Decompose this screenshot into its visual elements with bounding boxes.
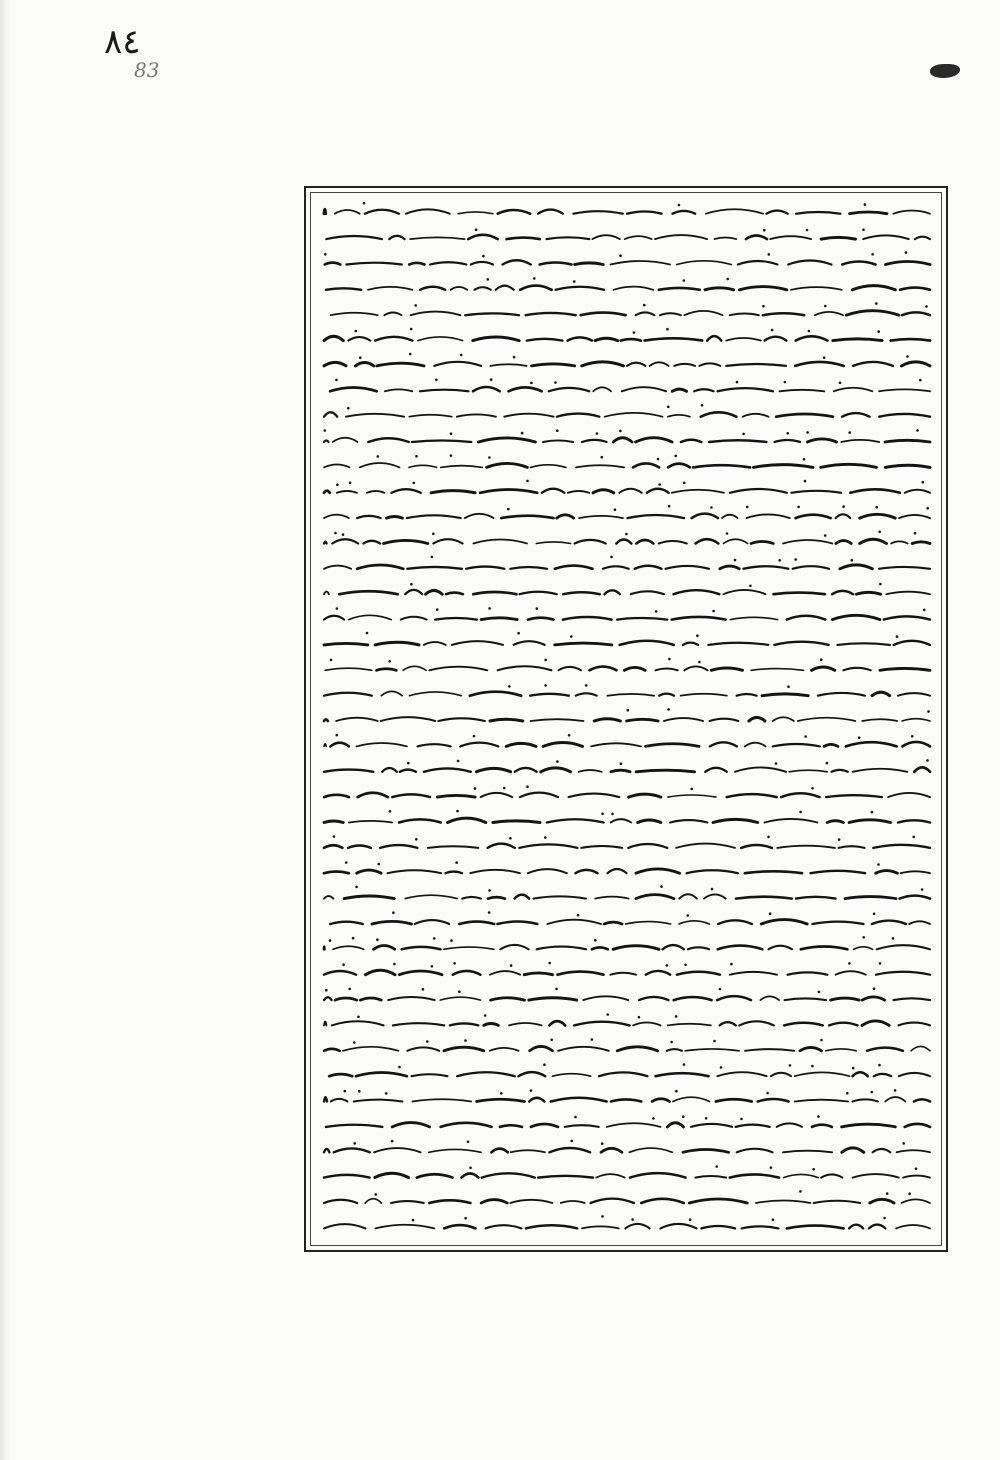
handwritten-line (324, 1038, 930, 1051)
handwritten-line (324, 1140, 930, 1153)
handwritten-line (324, 202, 930, 214)
handwritten-line (330, 911, 930, 924)
folio-number: ٨٤ (104, 22, 141, 62)
handwritten-line (324, 1165, 930, 1177)
handwritten-line (324, 328, 930, 341)
handwritten-line (324, 962, 930, 975)
handwritten-line (324, 632, 930, 645)
handwritten-line (331, 302, 931, 315)
handwritten-line (324, 810, 930, 823)
handwritten-line (324, 607, 930, 620)
handwritten-line (324, 987, 930, 1000)
handwritten-text-block (318, 198, 934, 1238)
handwritten-line (324, 734, 930, 747)
handwritten-line (324, 759, 930, 772)
handwritten-line (326, 277, 930, 290)
handwritten-line (324, 1190, 930, 1203)
handwritten-line (324, 251, 930, 264)
handwritten-line (324, 1089, 930, 1101)
handwritten-line (324, 429, 931, 442)
handwritten-line (324, 556, 930, 569)
handwritten-line (324, 531, 930, 544)
handwritten-line (324, 1215, 930, 1228)
handwritten-line (324, 861, 930, 873)
handwritten-line (324, 708, 930, 721)
handwritten-line (325, 658, 930, 671)
handwritten-line (330, 378, 930, 391)
handwritten-line (324, 684, 930, 696)
handwritten-line (326, 1115, 930, 1127)
handwritten-line (324, 835, 930, 848)
folio-pencil-number: 83 (134, 58, 160, 82)
handwritten-line (324, 454, 930, 467)
handwritten-line (324, 936, 930, 949)
handwritten-line (324, 353, 930, 366)
handwritten-line (324, 1013, 930, 1025)
handwritten-line (329, 1063, 930, 1076)
handwritten-line (324, 885, 930, 898)
handwritten-line (324, 505, 930, 518)
handwritten-line (324, 480, 930, 493)
ink-blot (930, 64, 960, 78)
scan-edge-shadow (0, 0, 10, 1460)
handwritten-line (324, 404, 930, 417)
handwritten-line (324, 583, 930, 595)
handwritten-line (324, 785, 930, 797)
handwritten-line (326, 228, 930, 239)
